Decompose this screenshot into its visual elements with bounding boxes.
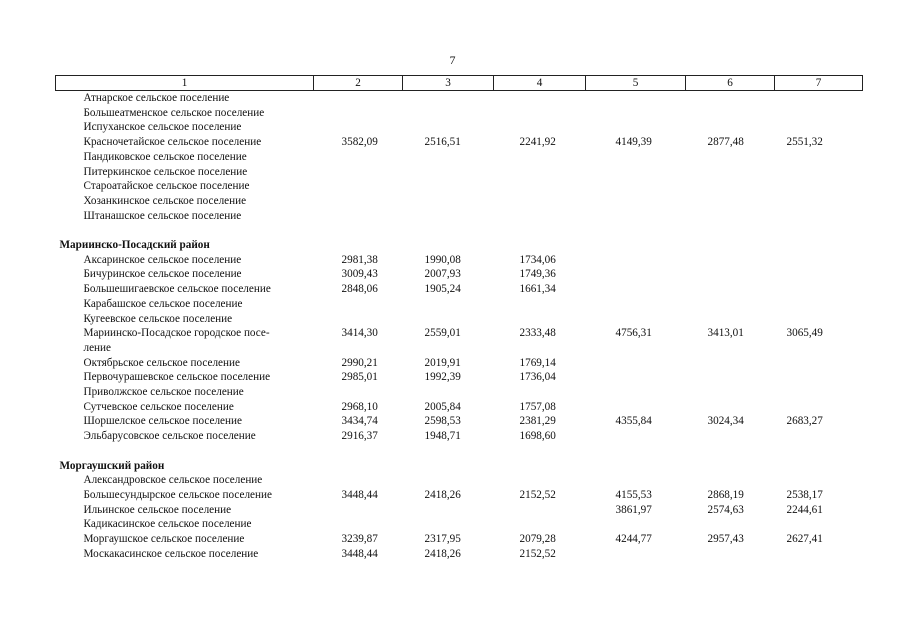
value-col-5: 4244,77 [615, 533, 652, 546]
value-col-7 [775, 253, 863, 268]
value-col-7 [775, 267, 863, 282]
table-row [56, 135, 863, 150]
value-col-6 [686, 429, 775, 444]
district-row [56, 459, 863, 474]
value-col-5 [586, 312, 686, 327]
settlement-name: Испуханское сельское поселение [83, 121, 242, 134]
value-col-6 [686, 165, 775, 180]
settlement-name: Кугеевское сельское поселение [83, 312, 233, 325]
value-col-3 [403, 297, 494, 312]
table-row [56, 209, 863, 224]
header-row [56, 76, 863, 91]
value-col-6 [686, 547, 775, 562]
value-col-5: 3861,97 [615, 503, 652, 516]
settlement-name: Шоршелское сельское поселение [83, 415, 242, 428]
table-row [56, 429, 863, 444]
value-col-4: 2152,52 [519, 547, 556, 560]
value-col-5 [586, 120, 686, 135]
settlement-name: Большешигаевское сельское поселение [83, 283, 271, 296]
value-col-4 [494, 341, 586, 356]
district-title: Мариинско-Посадский район [59, 239, 210, 252]
value-col-6 [686, 106, 775, 121]
value-col-7 [775, 106, 863, 121]
value-col-4: 1749,36 [519, 268, 556, 281]
value-col-5 [586, 385, 686, 400]
value-col-3 [403, 106, 494, 121]
value-col-7 [775, 91, 863, 106]
value-col-3 [403, 179, 494, 194]
settlement-name: Большеатменское сельское поселение [83, 106, 265, 119]
value-col-5 [586, 179, 686, 194]
value-col-4 [494, 503, 586, 518]
value-col-5 [586, 209, 686, 224]
value-col-5 [586, 282, 686, 297]
settlement-name: Сутчевское сельское поселение [83, 400, 234, 413]
value-col-3: 2007,93 [424, 268, 461, 281]
settlement-name: Ильинское сельское поселение [83, 503, 232, 516]
table-row [56, 165, 863, 180]
table-row [56, 297, 863, 312]
spacer-row [56, 223, 863, 238]
settlement-name: Эльбарусовское сельское поселение [83, 430, 256, 443]
settlement-name: Большесундырское сельское поселение [83, 488, 272, 501]
value-col-6 [686, 194, 775, 209]
value-col-3 [403, 165, 494, 180]
value-col-4 [494, 312, 586, 327]
settlement-name: Питеркинское сельское поселение [83, 165, 248, 178]
value-col-2 [314, 179, 403, 194]
value-col-7 [775, 473, 863, 488]
header-col-3: 3 [403, 76, 494, 91]
value-col-3: 1948,71 [424, 430, 461, 443]
value-col-6: 2574,63 [707, 503, 744, 516]
table-row [56, 547, 863, 562]
value-col-7: 2538,17 [786, 488, 823, 501]
value-col-5: 4756,31 [615, 327, 652, 340]
value-col-2: 3434,74 [341, 415, 378, 428]
value-col-7: 2551,32 [786, 136, 823, 149]
value-col-5 [586, 547, 686, 562]
value-col-3: 1992,39 [424, 371, 461, 384]
value-col-2: 2916,37 [341, 430, 378, 443]
value-col-2 [314, 91, 403, 106]
value-col-2 [314, 473, 403, 488]
value-col-4 [494, 91, 586, 106]
value-col-3: 2005,84 [424, 400, 461, 413]
value-col-4: 1734,06 [519, 253, 556, 266]
value-col-4: 1698,60 [519, 430, 556, 443]
header-col-5: 5 [586, 76, 686, 91]
settlement-name: Приволжское сельское поселение [83, 386, 244, 399]
value-col-3: 2418,26 [424, 547, 461, 560]
value-col-6: 2868,19 [707, 488, 744, 501]
value-col-4 [494, 106, 586, 121]
table-row [56, 517, 863, 532]
settlement-name: Бичуринское сельское поселение [83, 268, 242, 281]
value-col-3 [403, 341, 494, 356]
value-col-6 [686, 91, 775, 106]
value-col-7 [775, 341, 863, 356]
table-row [56, 473, 863, 488]
value-col-5 [586, 341, 686, 356]
district-row [56, 238, 863, 253]
table-row [56, 532, 863, 547]
value-col-6 [686, 400, 775, 415]
value-col-3 [403, 120, 494, 135]
value-col-2 [314, 385, 403, 400]
value-col-6 [686, 267, 775, 282]
value-col-3 [403, 150, 494, 165]
value-col-7 [775, 547, 863, 562]
header-col-7: 7 [775, 76, 863, 91]
value-col-6: 3024,34 [707, 415, 744, 428]
table-row [56, 326, 863, 341]
value-col-5 [586, 267, 686, 282]
table-header [56, 76, 863, 91]
value-col-7 [775, 370, 863, 385]
value-col-2 [314, 194, 403, 209]
value-col-3 [403, 91, 494, 106]
value-col-6: 3413,01 [707, 327, 744, 340]
value-col-2: 2968,10 [341, 400, 378, 413]
settlement-name: Кадикасинское сельское поселение [83, 518, 252, 531]
table-row [56, 370, 863, 385]
table-row [56, 267, 863, 282]
value-col-4: 1757,08 [519, 400, 556, 413]
value-col-3 [403, 503, 494, 518]
page-number: 7 [449, 53, 456, 67]
value-col-2: 3582,09 [341, 136, 378, 149]
settlement-name: Красночетайское сельское поселение [83, 136, 262, 149]
value-col-2 [314, 503, 403, 518]
value-col-2: 3448,44 [341, 547, 378, 560]
table-body [56, 91, 863, 562]
spacer-row [56, 444, 863, 459]
value-col-4 [494, 517, 586, 532]
value-col-5 [586, 91, 686, 106]
value-col-2 [314, 312, 403, 327]
table-row [56, 106, 863, 121]
value-col-3 [403, 517, 494, 532]
table-row [56, 312, 863, 327]
table-row [56, 194, 863, 209]
value-col-4: 2152,52 [519, 488, 556, 501]
value-col-3: 2418,26 [424, 488, 461, 501]
value-col-6 [686, 282, 775, 297]
value-col-4: 1661,34 [519, 283, 556, 296]
value-col-5 [586, 297, 686, 312]
value-col-7: 3065,49 [786, 327, 823, 340]
value-col-4 [494, 165, 586, 180]
value-col-5 [586, 194, 686, 209]
value-col-5 [586, 253, 686, 268]
header-col-1: 1 [56, 76, 314, 91]
settlement-name: Первочурашевское сельское поселение [83, 371, 271, 384]
value-col-5 [586, 370, 686, 385]
table-row [56, 150, 863, 165]
value-col-3: 2598,53 [424, 415, 461, 428]
value-col-7 [775, 297, 863, 312]
value-col-5 [586, 473, 686, 488]
value-col-7 [775, 150, 863, 165]
settlement-name: Штанашское сельское поселение [83, 209, 242, 222]
value-col-2: 2990,21 [341, 356, 378, 369]
table-row [56, 91, 863, 106]
value-col-2: 3414,30 [341, 327, 378, 340]
table-row [56, 488, 863, 503]
value-col-5: 4355,84 [615, 415, 652, 428]
value-col-2 [314, 150, 403, 165]
value-col-3 [403, 473, 494, 488]
value-col-2: 2985,01 [341, 371, 378, 384]
value-col-5: 4155,53 [615, 488, 652, 501]
value-col-7 [775, 209, 863, 224]
value-col-3: 1990,08 [424, 253, 461, 266]
value-col-5 [586, 400, 686, 415]
value-col-7 [775, 400, 863, 415]
settlement-name: Карабашское сельское поселение [83, 297, 243, 310]
value-col-7 [775, 120, 863, 135]
value-col-6 [686, 312, 775, 327]
value-col-6: 2877,48 [707, 136, 744, 149]
district-title: Моргаушский район [59, 459, 165, 472]
table-row [56, 120, 863, 135]
value-col-5: 4149,39 [615, 136, 652, 149]
value-col-6 [686, 517, 775, 532]
spacer-cell [56, 223, 863, 238]
table-row [56, 414, 863, 429]
value-col-4 [494, 385, 586, 400]
table-row [56, 356, 863, 371]
settlement-name: ление [83, 341, 111, 354]
value-col-7: 2627,41 [786, 533, 823, 546]
tariff-table [55, 75, 863, 561]
value-col-7 [775, 312, 863, 327]
spacer-cell [56, 444, 863, 459]
value-col-4 [494, 120, 586, 135]
value-col-6 [686, 150, 775, 165]
value-col-6 [686, 370, 775, 385]
value-col-4 [494, 194, 586, 209]
value-col-6 [686, 385, 775, 400]
value-col-5 [586, 356, 686, 371]
settlement-name: Моргаушское сельское поселение [83, 533, 245, 546]
value-col-4 [494, 473, 586, 488]
value-col-2: 2848,06 [341, 283, 378, 296]
value-col-4: 2333,48 [519, 327, 556, 340]
value-col-4 [494, 209, 586, 224]
value-col-6 [686, 253, 775, 268]
value-col-6 [686, 209, 775, 224]
value-col-2: 3239,87 [341, 533, 378, 546]
value-col-7: 2683,27 [786, 415, 823, 428]
value-col-3 [403, 312, 494, 327]
value-col-7 [775, 179, 863, 194]
value-col-3: 2559,01 [424, 327, 461, 340]
header-col-2: 2 [314, 76, 403, 91]
value-col-2: 2981,38 [341, 253, 378, 266]
value-col-6 [686, 179, 775, 194]
value-col-5 [586, 517, 686, 532]
value-col-7 [775, 282, 863, 297]
settlement-name: Пандиковское сельское поселение [83, 150, 247, 163]
value-col-4 [494, 297, 586, 312]
settlement-name: Староатайское сельское поселение [83, 180, 250, 193]
table-row [56, 400, 863, 415]
value-col-5 [586, 429, 686, 444]
value-col-7 [775, 165, 863, 180]
value-col-2 [314, 341, 403, 356]
value-col-4: 2381,29 [519, 415, 556, 428]
settlement-name: Октябрьское сельское поселение [83, 356, 240, 369]
settlement-name: Атнарское сельское поселение [83, 92, 230, 104]
value-col-5 [586, 165, 686, 180]
value-col-2 [314, 165, 403, 180]
table-row [56, 253, 863, 268]
value-col-6 [686, 120, 775, 135]
value-col-6 [686, 341, 775, 356]
value-col-2 [314, 106, 403, 121]
value-col-4: 2079,28 [519, 533, 556, 546]
value-col-6 [686, 356, 775, 371]
value-col-5 [586, 150, 686, 165]
value-col-3: 2317,95 [424, 533, 461, 546]
value-col-7 [775, 385, 863, 400]
value-col-5 [586, 106, 686, 121]
table-row [56, 503, 863, 518]
settlement-name: Мариинско-Посадское городское посе- [83, 327, 270, 340]
table-row [56, 179, 863, 194]
value-col-2: 3448,44 [341, 488, 378, 501]
value-col-7 [775, 517, 863, 532]
value-col-2 [314, 517, 403, 532]
value-col-3: 1905,24 [424, 283, 461, 296]
value-col-7 [775, 429, 863, 444]
value-col-4 [494, 150, 586, 165]
value-col-7: 2244,61 [786, 503, 823, 516]
value-col-3 [403, 194, 494, 209]
value-col-4: 1736,04 [519, 371, 556, 384]
value-col-3 [403, 385, 494, 400]
header-col-6: 6 [686, 76, 775, 91]
value-col-2 [314, 297, 403, 312]
value-col-7 [775, 194, 863, 209]
settlement-name: Аксаринское сельское поселение [83, 253, 242, 266]
value-col-2: 3009,43 [341, 268, 378, 281]
value-col-4 [494, 179, 586, 194]
value-col-6 [686, 297, 775, 312]
settlement-name: Хозанкинское сельское поселение [83, 194, 247, 207]
value-col-4: 2241,92 [519, 136, 556, 149]
settlement-name: Москакасинское сельское поселение [83, 547, 259, 560]
value-col-2 [314, 209, 403, 224]
value-col-6: 2957,43 [707, 533, 744, 546]
value-col-6 [686, 473, 775, 488]
value-col-4: 1769,14 [519, 356, 556, 369]
table-row [56, 341, 863, 356]
value-col-7 [775, 356, 863, 371]
header-col-4: 4 [494, 76, 586, 91]
settlement-name: Александровское сельское поселение [83, 474, 263, 487]
table-row [56, 282, 863, 297]
value-col-2 [314, 120, 403, 135]
value-col-3: 2019,91 [424, 356, 461, 369]
value-col-3: 2516,51 [424, 136, 461, 149]
value-col-3 [403, 209, 494, 224]
table-row [56, 385, 863, 400]
